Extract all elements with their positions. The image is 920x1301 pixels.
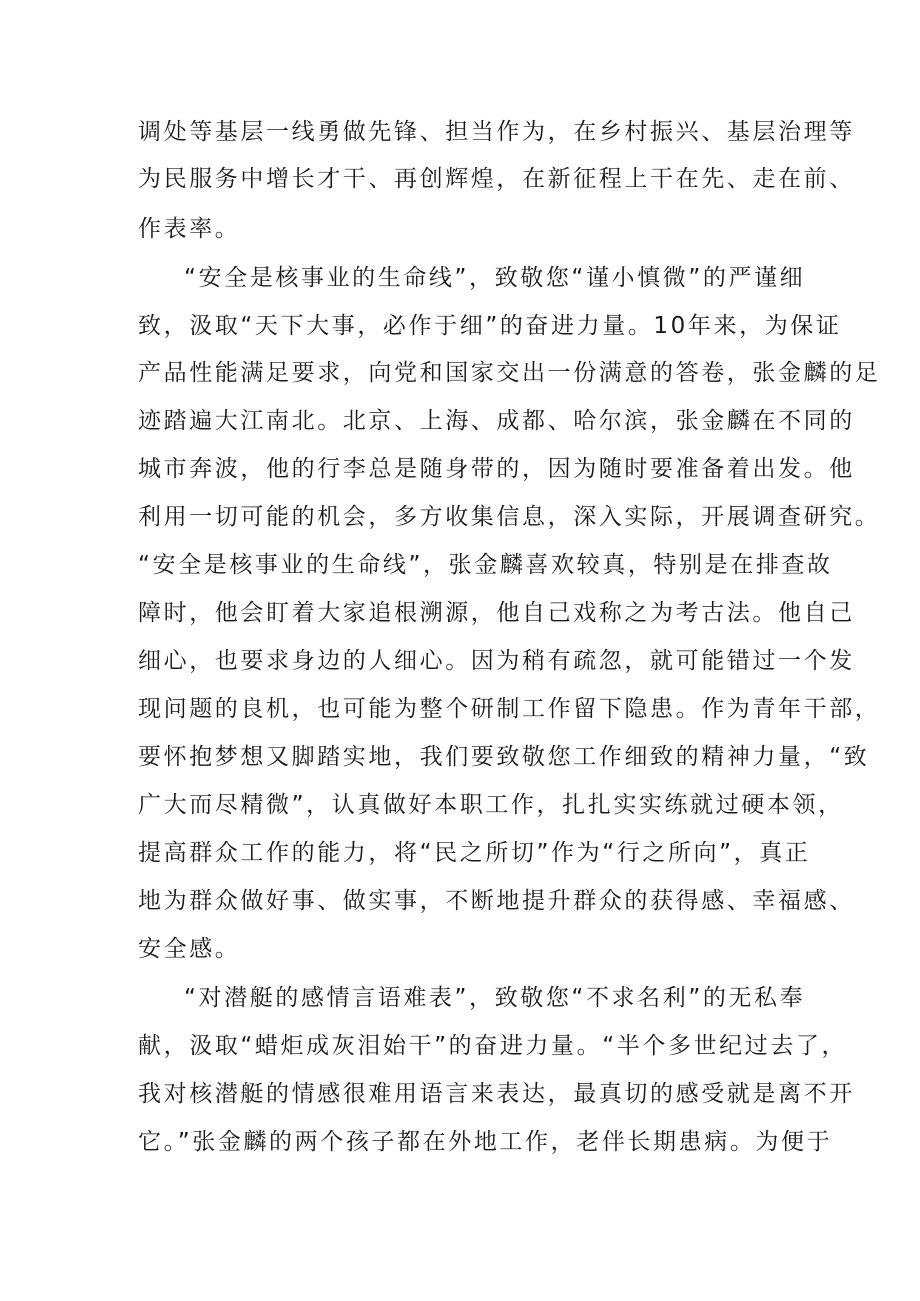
text-line: 作表率。 xyxy=(138,216,241,242)
text-line: “安全是核事业的生命线”，张金麟喜欢较真，特别是在排查故 xyxy=(138,552,833,578)
text-line: 提高群众工作的能力，将“民之所切”作为“行之所向”，真正 xyxy=(138,840,811,866)
paragraph-first-line: “安全是核事业的生命线”，致敬您“谨小慎微”的严谨细 xyxy=(184,265,806,291)
text-line: 现问题的良机，也可能为整个研制工作留下隐患。作为青年干部， xyxy=(138,696,881,722)
text-line: 要怀抱梦想又脚踏实地，我们要致敬您工作细致的精神力量，“致 xyxy=(138,744,870,770)
text-line: 广大而尽精微”，认真做好本职工作，扎扎实实练就过硬本领， xyxy=(138,792,844,818)
text-line: 迹踏遍大江南北。北京、上海、成都、哈尔滨，张金麟在不同的 xyxy=(138,408,855,434)
text-line: 调处等基层一线勇做先锋、担当作为，在乡村振兴、基层治理等 xyxy=(138,119,855,145)
text-line: 障时，他会盯着大家追根溯源，他自己戏称之为考古法。他自己 xyxy=(138,600,855,626)
text-line: 地为群众做好事、做实事，不断地提升群众的获得感、幸福感、 xyxy=(138,888,855,914)
text-line: 致，汲取“天下大事，必作于细”的奋进力量。10年来，为保证 xyxy=(138,313,842,339)
text-line: 为民服务中增长才干、再创辉煌，在新征程上干在先、走在前、 xyxy=(138,166,855,192)
text-line: 产品性能满足要求，向党和国家交出一份满意的答卷，张金麟的足 xyxy=(138,360,881,386)
text-line: 我对核潜艇的情感很难用语言来表达，最真切的感受就是离不开 xyxy=(138,1081,855,1107)
text-line: 献，汲取“蜡炬成灰泪始干”的奋进力量。“半个多世纪过去了， xyxy=(138,1033,848,1059)
text-line: 它。”张金麟的两个孩子都在外地工作，老伴长期患病。为便于 xyxy=(138,1129,833,1155)
text-line: 利用一切可能的机会，多方收集信息，深入实际，开展调查研究。 xyxy=(138,504,881,530)
text-line: 安全感。 xyxy=(138,936,241,962)
text-line: 细心，也要求身边的人细心。因为稍有疏忽，就可能错过一个发 xyxy=(138,648,855,674)
paragraph-first-line: “对潜艇的感情言语难表”，致敬您“不求名利”的无私奉 xyxy=(184,985,806,1011)
text-line: 城市奔波，他的行李总是随身带的，因为随时要准备着出发。他 xyxy=(138,456,855,482)
